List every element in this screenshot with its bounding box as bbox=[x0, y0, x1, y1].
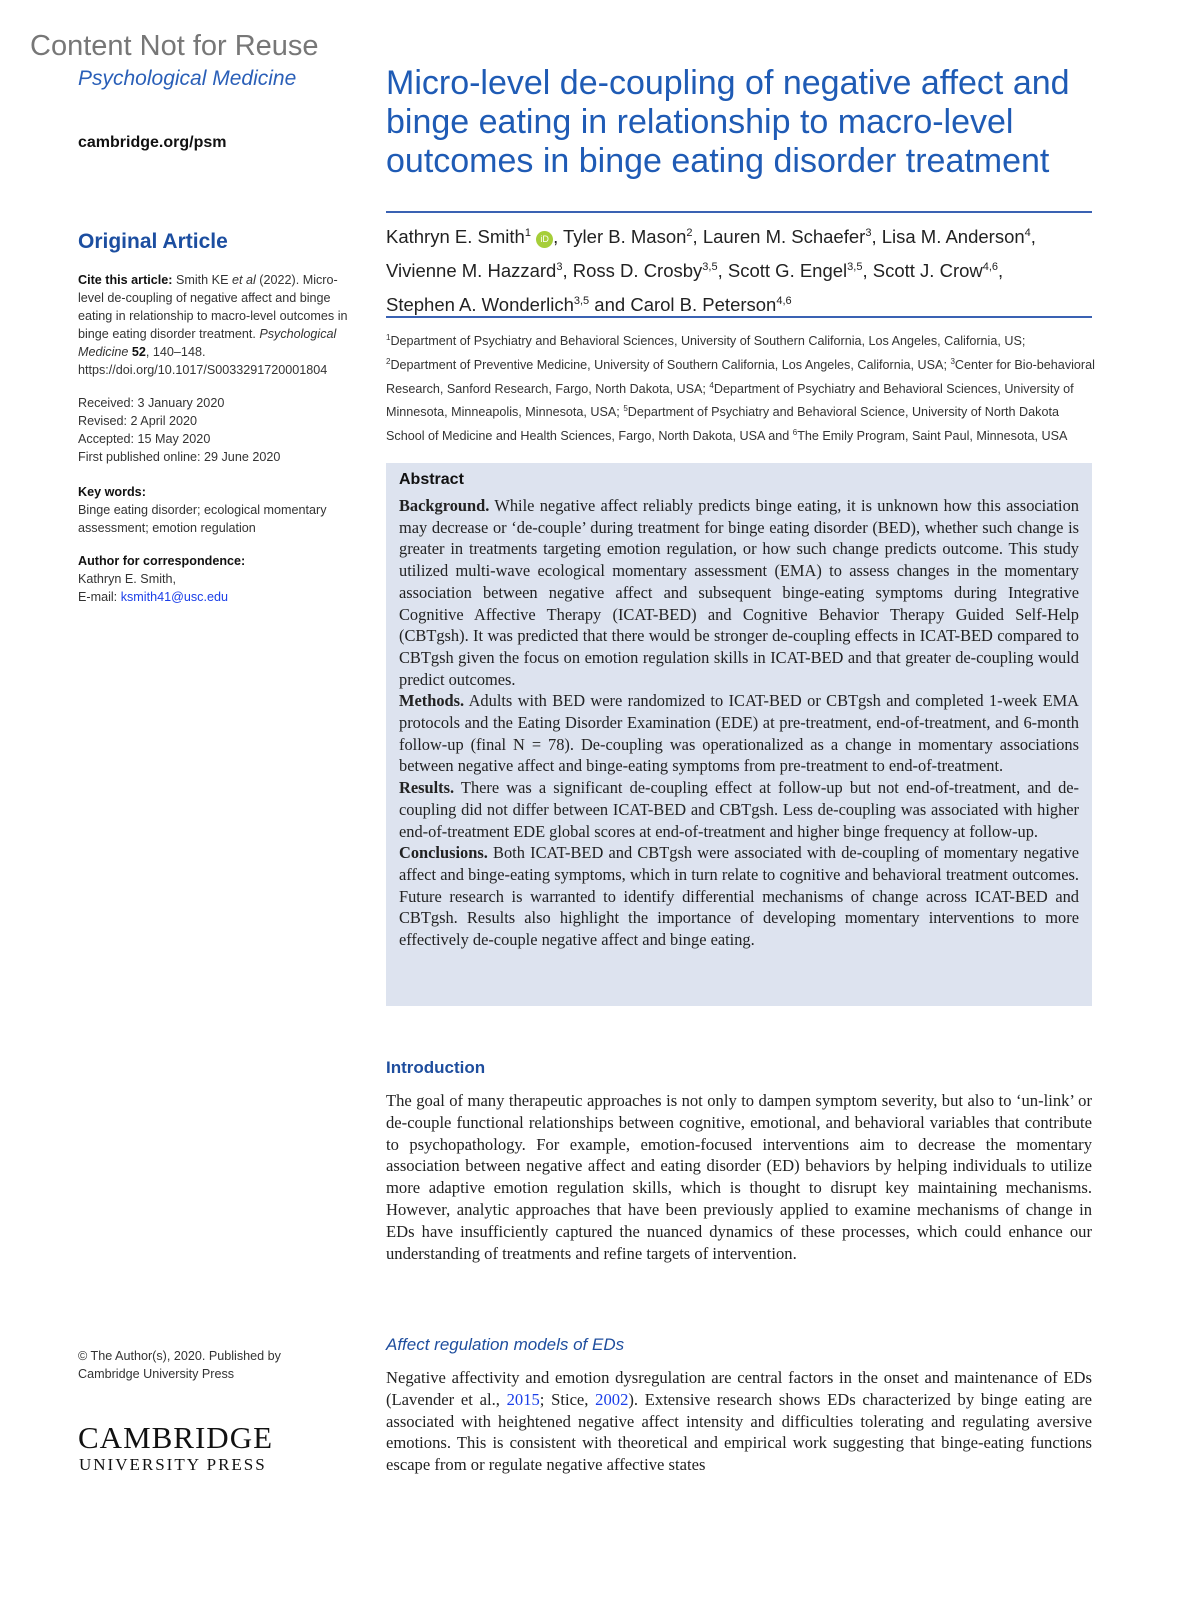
abstract-conclusions: Conclusions. Both ICAT-BED and CBTgsh were associated with de-coupling of momentary negative affect and binge-eating symptoms, which in turn relate to cognitive and behavioral treatment outcomes. Future research is warranted to identify differential mechanisms of change across ICAT-BED and CBTgsh. Results also highlight the importance of developing momentary interventions to more effectively de-couple negative affect and binge eating. bbox=[399, 843, 1079, 950]
abstract-heading: Abstract bbox=[399, 471, 464, 488]
abstract-methods: Methods. Adults with BED were randomized to ICAT-BED or CBTgsh and completed 1-week EMA protocols and the Eating Disorder Examination (EDE) at pre-treatment, end-of-treatment, and 6-month follow-up (final N = 78). De-coupling was operationalized as a change in momentary associations between negative affect and binge-eating symptoms from pre-treatment to end-of-treatment. bbox=[399, 691, 1079, 776]
article-type: Original Article bbox=[78, 230, 228, 253]
introduction-heading: Introduction bbox=[386, 1058, 486, 1077]
author-list: Kathryn E. Smith$^1$ iD , Tyler B. Mason$^2$, Lauren M. Schaefer$^3$, Lisa M. Anderson$^4$, Vivienne M. Hazzard$^3$, Ross D. Crosby$^{3,5}$, Scott G. Engel$^{3,5}$, Scott J. Crow$^{4,6}$, Stephen A. Wonderlich$^{3,5}$ and Carol B. Peterson$^{4,6}$ bbox=[386, 226, 1036, 316]
affiliations: $^1$Department of Psychiatry and Behavioral Sciences, University of Southern California, Los Angeles, California, US; $^2$Department of Preventive Medicine, University of Southern California, Los Angeles, California, USA; $^3$Center for Bio-behavioral Research, Sanford Research, Fargo, North Dakota, USA; $^4$Department of Psychiatry and Behavioral Sciences, University of Minnesota, Minneapolis, Minnesota, USA; $^5$Department of Psychiatry and Behavioral Science, University of North Dakota School of Medicine and Health Sciences, Fargo, North Dakota, USA and $^6$The Emily Program, Saint Paul, Minnesota, USA bbox=[386, 333, 1095, 444]
journal-name: Psychological Medicine bbox=[78, 67, 297, 90]
correspondence: Author for correspondence: Kathryn E. Smith, E-mail: ksmith41@usc.edu bbox=[78, 554, 246, 604]
abstract-results: Results. There was a significant de-coupling effect at follow-up but not end-of-treatment, and de-coupling did not differ between ICAT-BED and CBTgsh. Less de-coupling was associated with higher end-of-treatment EDE global scores at end-of-treatment and higher binge frequency at follow-up. bbox=[399, 778, 1079, 841]
divider bbox=[386, 211, 1092, 213]
journal-site-link[interactable]: cambridge.org/psm bbox=[78, 134, 227, 151]
citation: Cite this article: Smith KE et al (2022). Micro-level de-coupling of negative affect and binge eating in relationship to macro-level outcomes in binge eating disorder treatment. Psychological Medicine 52, 140–148. https://doi.org/10.1017/S0033291720001804 bbox=[78, 273, 348, 377]
copyright: © The Author(s), 2020. Published by Cambridge University Press bbox=[78, 1349, 281, 1381]
keywords: Key words: Binge eating disorder; ecological momentary assessment; emotion regulation bbox=[78, 485, 327, 535]
email-link[interactable]: ksmith41@usc.edu bbox=[120, 590, 228, 604]
citation-link[interactable]: 2002 bbox=[595, 1389, 629, 1409]
cambridge-logo: CAMBRIDGE bbox=[78, 1420, 274, 1455]
orcid-icon[interactable]: iD bbox=[536, 231, 553, 248]
abstract-background: Background. While negative affect reliably predicts binge eating, it is unknown how this association may decrease or ‘de-couple’ during treatment for binge eating disorder (BED), whether such change is greater in treatments targeting emotion regulation, or how such change predicts outcome. This study utilized multi-wave ecological momentary assessment (EMA) to assess changes in the momentary association between negative affect and subsequent binge-eating symptoms during Integrative Cognitive Affective Therapy (ICAT-BED) and Cognitive Behavior Therapy Guided Self-Help (CBTgsh). It was predicted that there would be stronger de-coupling effects in ICAT-BED compared to CBTgsh given the focus on emotion regulation skills in ICAT-BED and that greater de-coupling would predict outcomes. bbox=[399, 496, 1079, 689]
watermark: Content Not for Reuse bbox=[30, 30, 319, 62]
divider bbox=[386, 316, 1092, 318]
article-title: Micro-level de-coupling of negative affect and binge eating in relationship to macro-level outcomes in binge eating disorder treatment bbox=[386, 64, 1070, 180]
cambridge-logo-subtitle: UNIVERSITY PRESS bbox=[79, 1455, 267, 1474]
article-dates: Received: 3 January 2020 Revised: 2 April 2020 Accepted: 15 May 2020 First published online: 29 June 2020 bbox=[78, 396, 281, 464]
introduction-text: The goal of many therapeutic approaches is not only to dampen symptom severity, but also to ‘un-link’ or de-couple functional relationships between cognitive, emotional, and behavioral variables that contribute to psychopathology. For example, emotion-focused interventions aim to decrease the momentary association between negative affect and eating disorder (ED) behaviors by helping individuals to utilize more adaptive emotion regulation skills, which is thought to disrupt key maintaining mechanisms. However, analytic approaches that have been previously applied to examine mechanisms of change in EDs have insufficiently captured the nuanced dynamics of these processes, which could enhance our understanding of treatments and refine targets of intervention. bbox=[386, 1091, 1092, 1263]
affect-regulation-text: Negative affectivity and emotion dysregulation are central factors in the onset and maintenance of EDs (Lavender et al., 2015; Stice, 2002). Extensive research shows EDs characterized by binge eating are associated with heightened negative affect intensity and difficulties tolerating and regulating aversive emotions. This is consistent with theoretical and empirical work suggesting that binge-eating functions escape from or regulate negative affective states bbox=[386, 1368, 1092, 1475]
abstract-box bbox=[386, 463, 1092, 1006]
citation-link[interactable]: 2015 bbox=[506, 1389, 540, 1409]
affect-regulation-heading: Affect regulation models of EDs bbox=[386, 1335, 625, 1354]
